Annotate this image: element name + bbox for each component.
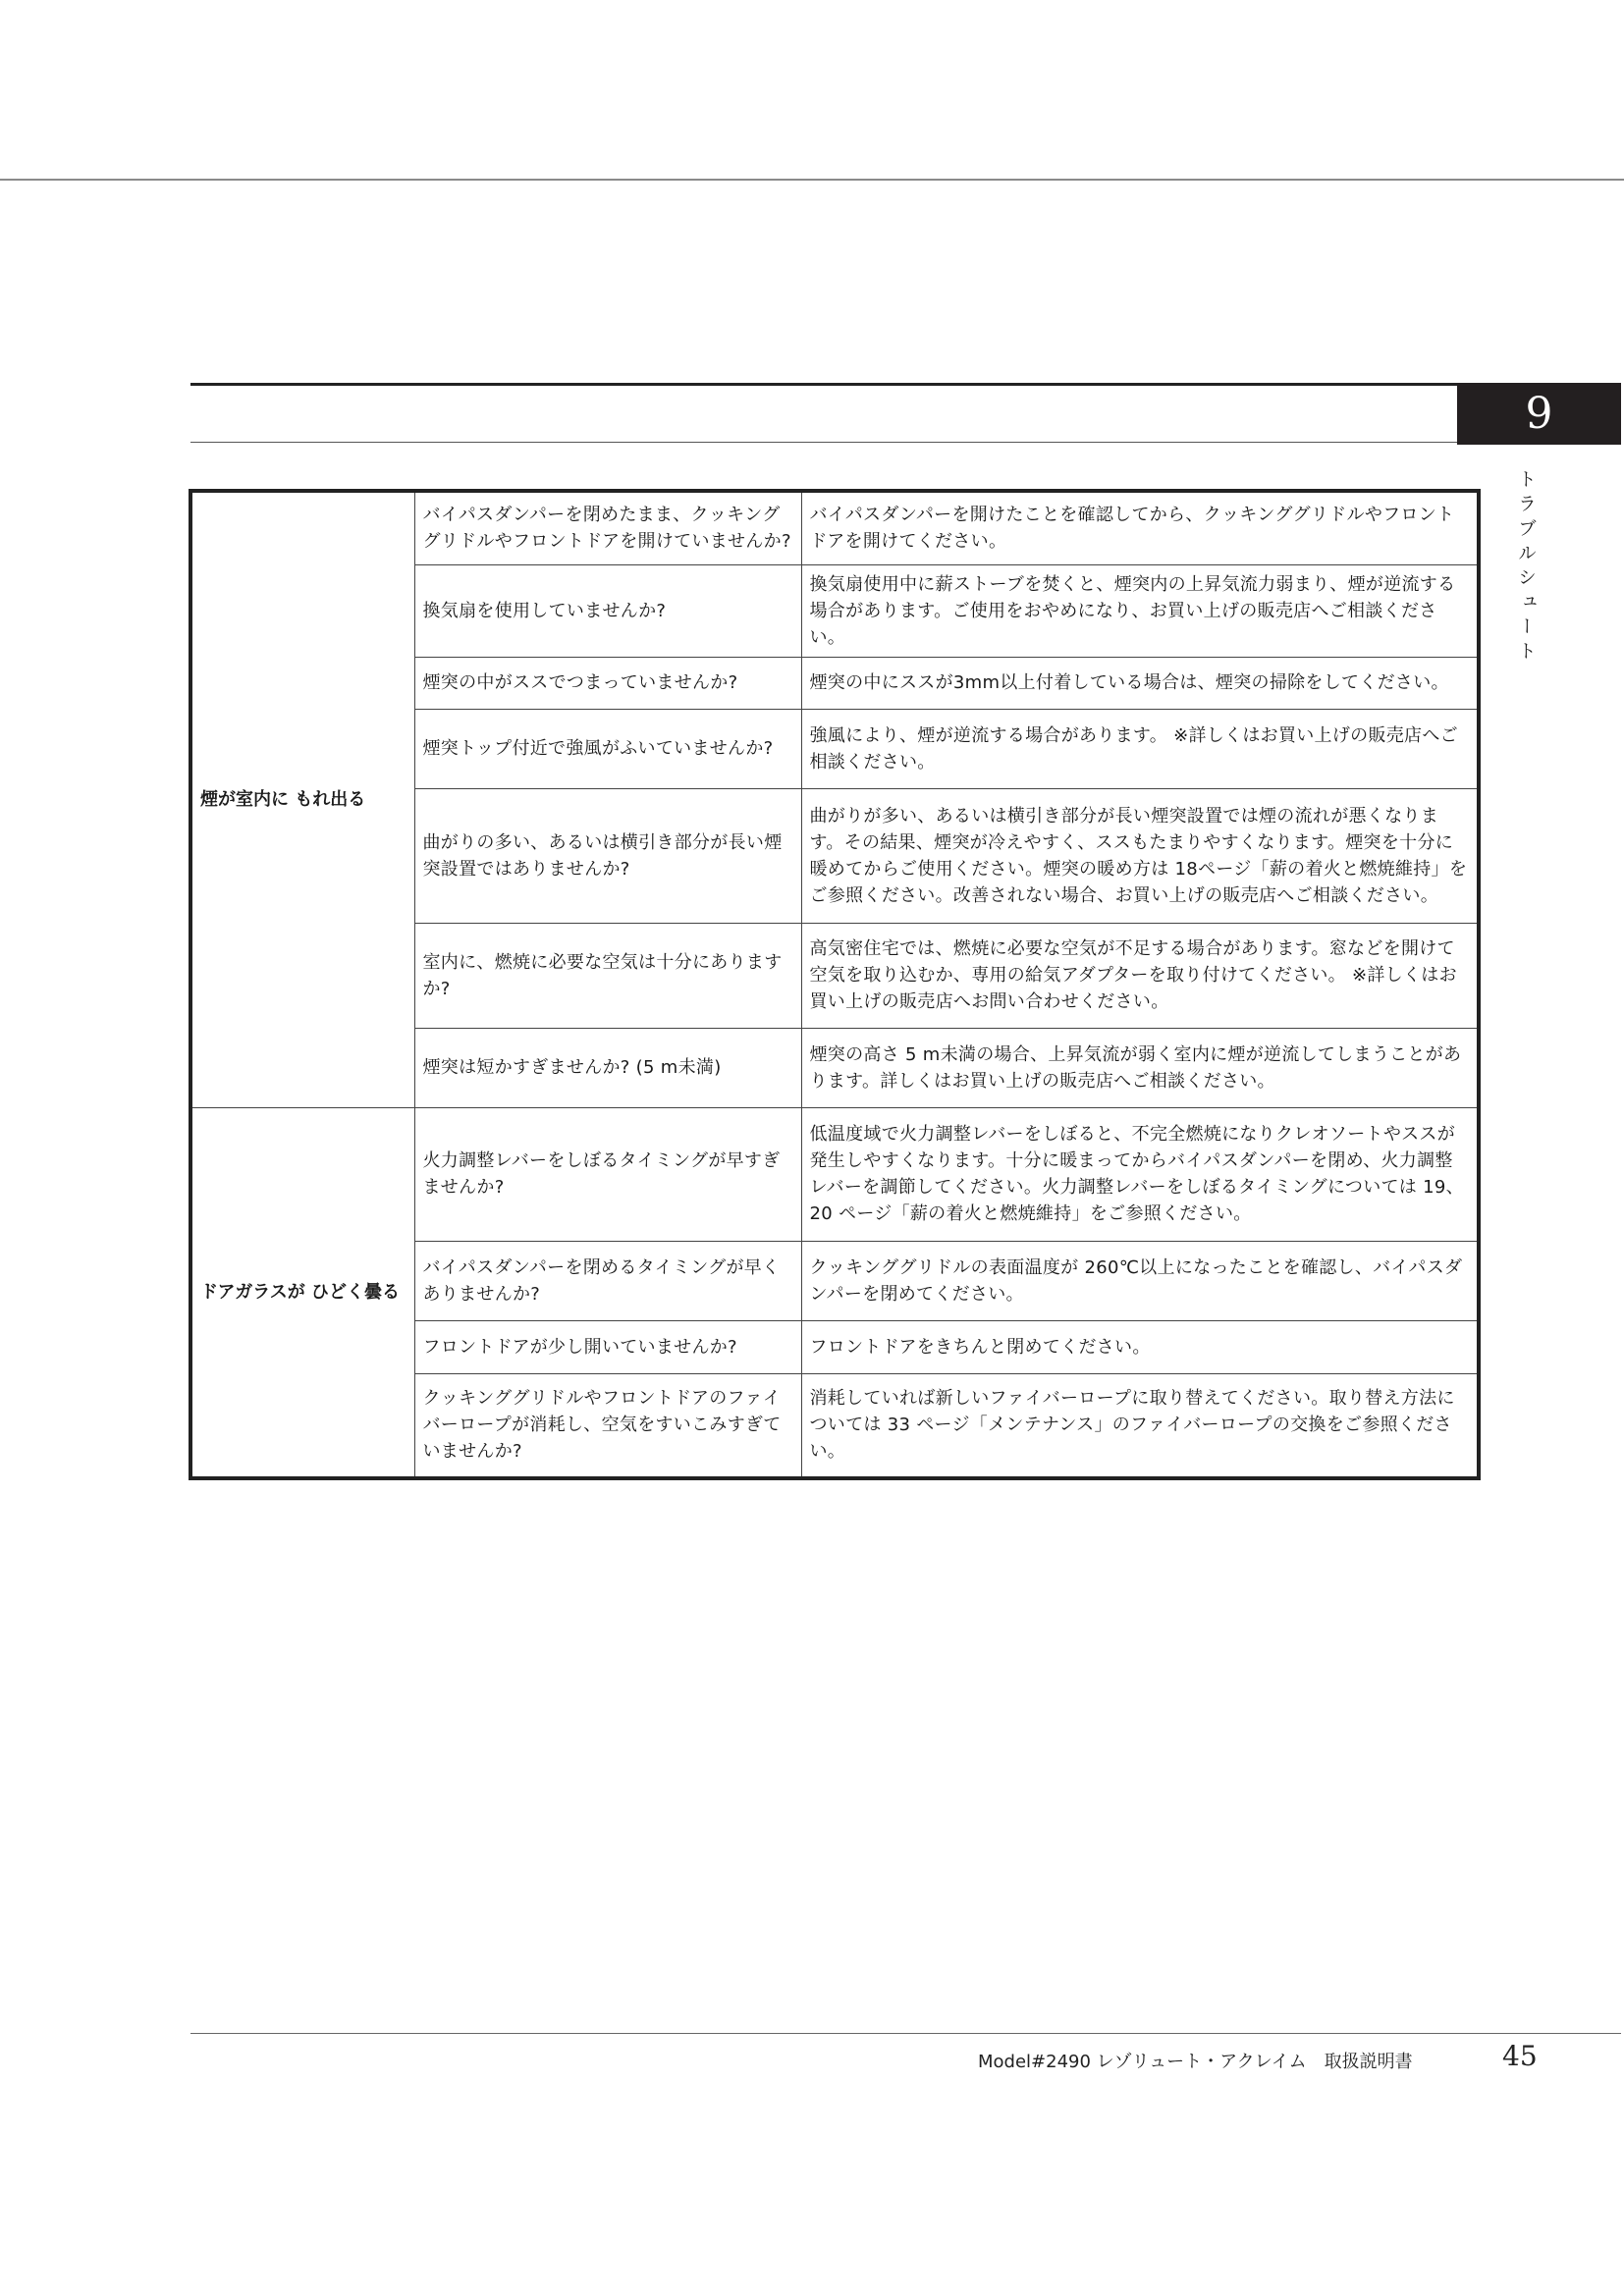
remedy-cell: 高気密住宅では、燃焼に必要な空気が不足する場合があります。窓などを開けて空気を取り込むか、専用の給気アダプターを取り付けてください。 ※詳しくはお買い上げの販売店へお問い合わせください。 (801, 923, 1479, 1028)
header-rule-bottom (190, 442, 1621, 443)
remedy-cell: 換気扇使用中に薪ストーブを焚くと、煙突内の上昇気流力弱まり、煙が逆流する場合があります。ご使用をおやめになり、お買い上げの販売店へご相談ください。 (801, 564, 1479, 657)
chapter-side-label: トラブルシュート (1515, 469, 1537, 666)
page-number: 45 (1502, 2040, 1538, 2072)
chapter-number: 9 (1457, 383, 1621, 445)
cause-cell: 煙突トップ付近で強風がふいていませんか? (414, 709, 801, 788)
remedy-cell: 煙突の高さ 5 m未満の場合、上昇気流が弱く室内に煙が逆流してしまうことがあります。詳しくはお買い上げの販売店へご相談ください。 (801, 1028, 1479, 1107)
remedy-cell: 低温度域で火力調整レバーをしぼると、不完全燃焼になりクレオソートやススが発生しやすくなります。十分に暖まってからバイパスダンパーを閉め、火力調整レバーを調節してください。火力調整レバーをしぼるタイミングについては 19、20 ページ「薪の着火と燃焼維持」をご参照ください。 (801, 1107, 1479, 1241)
troubleshooting-table (189, 489, 1481, 1480)
cause-cell: フロントドアが少し開いていませんか? (414, 1320, 801, 1373)
symptom-label: ドアガラスが ひどく曇る (200, 1281, 401, 1303)
remedy-cell: 強風により、煙が逆流する場合があります。 ※詳しくはお買い上げの販売店へご相談ください。 (801, 709, 1479, 788)
footer-manual-title: Model#2490 レゾリュート・アクレイム 取扱説明書 (978, 2052, 1413, 2072)
remedy-cell: 煙突の中にススが3mm以上付着している場合は、煙突の掃除をしてください。 (801, 657, 1479, 709)
symptom-label: 煙が室内に もれ出る (200, 789, 366, 811)
chapter-header (190, 383, 1621, 446)
table-row (190, 1107, 1479, 1241)
remedy-cell: 曲がりが多い、あるいは横引き部分が長い煙突設置では煙の流れが悪くなります。その結果、煙突が冷えやすく、ススもたまりやすくなります。煙突を十分に暖めてからご使用ください。煙突の暖め方は 18ページ「薪の着火と燃焼維持」をご参照ください。改善されない場合、お買い上げの販売店へご相談ください。 (801, 788, 1479, 923)
symptom-cell (190, 1107, 414, 1478)
remedy-cell: クッキンググリドルの表面温度が 260℃以上になったことを確認し、バイパスダンパーを閉めてください。 (801, 1241, 1479, 1320)
cause-cell: クッキンググリドルやフロントドアのファイバーロープが消耗し、空気をすいこみすぎていませんか? (414, 1373, 801, 1478)
remedy-cell: バイパスダンパーを開けたことを確認してから、クッキンググリドルやフロントドアを開けてください。 (801, 491, 1479, 564)
cause-cell: 煙突は短かすぎませんか? (5 m未満) (414, 1028, 801, 1107)
cause-cell: 火力調整レバーをしぼるタイミングが早すぎませんか? (414, 1107, 801, 1241)
symptom-cell (190, 491, 414, 1107)
header-rule-top (190, 383, 1457, 386)
cause-cell: 曲がりの多い、あるいは横引き部分が長い煙突設置ではありませんか? (414, 788, 801, 923)
top-rule (0, 179, 1624, 181)
cause-cell: バイパスダンパーを閉めるタイミングが早くありませんか? (414, 1241, 801, 1320)
cause-cell: バイパスダンパーを閉めたまま、クッキング グリドルやフロントドアを開けていませんか? (414, 491, 801, 564)
footer-rule (190, 2033, 1621, 2034)
table-row (190, 491, 1479, 564)
cause-cell: 室内に、燃焼に必要な空気は十分にありますか? (414, 923, 801, 1028)
cause-cell: 換気扇を使用していませんか? (414, 564, 801, 657)
remedy-cell: フロントドアをきちんと閉めてください。 (801, 1320, 1479, 1373)
cause-cell: 煙突の中がススでつまっていませんか? (414, 657, 801, 709)
remedy-cell: 消耗していれば新しいファイバーロープに取り替えてください。取り替え方法については 33 ページ「メンテナンス」のファイバーロープの交換をご参照ください。 (801, 1373, 1479, 1478)
